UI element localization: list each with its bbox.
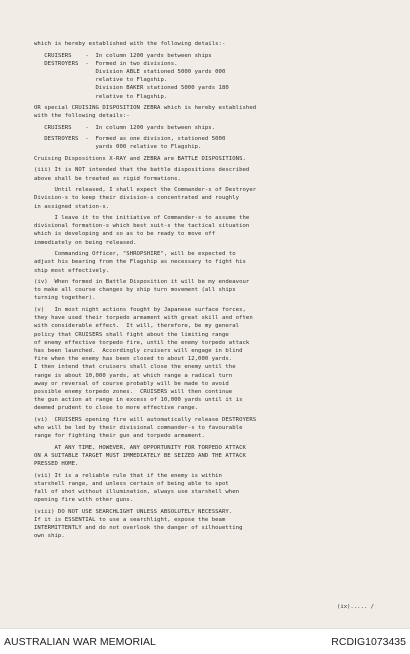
text-line: which is hereby established with the following details:- bbox=[34, 41, 226, 47]
text-line: CRUISERS - In column 1200 yards between ships bbox=[34, 52, 212, 59]
text-line: of enemy effective torpedo fire, until the enemy torpedo attack bbox=[34, 339, 250, 346]
text-line: ON A SUITABLE TARGET MUST IMMEDIATELY BE SEIZED AND THE ATTACK bbox=[34, 453, 246, 459]
text-line: Division BAKER stationed 5000 yards 180 bbox=[34, 85, 229, 92]
text-line: adjust his bearing from the Flagship as necessary to fight his bbox=[34, 259, 246, 266]
text-line: If it is ESSENTIAL to use a searchlight, expose the beam bbox=[34, 517, 226, 524]
text-line: CRUISERS - In column 1200 yards between ships. bbox=[34, 124, 216, 131]
text-line: INTERMITTENTLY and do not overlook the danger of silhouetting bbox=[34, 525, 243, 532]
text-line: fall of shot without illumination, always use starshell when bbox=[34, 489, 240, 496]
text-line: range for fighting their gun and torpedo armament. bbox=[34, 433, 205, 440]
text-line: turning together). bbox=[34, 295, 96, 302]
text-line: (v) In most night actions fought by Japanese surface forces, bbox=[34, 306, 246, 313]
text-line: own ship. bbox=[34, 533, 65, 540]
text-line: to make all course changes by ship turn movement (all ships bbox=[34, 287, 236, 294]
record-id: RCDIG1073435 bbox=[331, 636, 406, 648]
text-line: possible enemy torpedo zones. CRUISERS will then continue bbox=[34, 388, 233, 395]
text-line: divisional formation-s which best suit-s the tactical situation bbox=[34, 223, 250, 230]
text-line: deemed prudent to close to more effective range. bbox=[34, 405, 199, 412]
text-line: I leave it to the initiative of Commander-s to assume the bbox=[34, 215, 250, 222]
text-line: OR special CRUISING DISPOSITION ZEBRA which is hereby established bbox=[34, 105, 257, 112]
text-line: I then intend that cruisers shall close the enemy until the bbox=[34, 364, 236, 371]
text-line: (viii) DO NOT USE SEARCHLIGHT UNLESS ABSOLUTELY NECESSARY. bbox=[34, 508, 233, 515]
text-line: Commanding Officer, "SHROPSHIRE", will be expected to bbox=[34, 251, 236, 258]
text-line: fire when the enemy has been closed to about 12,000 yards. bbox=[34, 356, 233, 363]
text-line: PRESSED HOME. bbox=[34, 461, 79, 468]
text-line: they have used their torpedo armament with great skill and often bbox=[34, 315, 253, 322]
text-line: away or reversal of course probably will be made to avoid bbox=[34, 380, 229, 387]
text-line: range is about 10,000 yards, at which range a radical turn bbox=[34, 372, 233, 379]
text-line: (vi) CRUISERS opening fire will automatically release DESTROYERS bbox=[34, 416, 257, 423]
footer-bar bbox=[0, 628, 410, 654]
text-line: AT ANY TIME, HOWEVER, ANY OPPORTUNITY FOR TORPEDO ATTACK bbox=[34, 444, 246, 451]
archive-name: AUSTRALIAN WAR MEMORIAL bbox=[4, 636, 156, 648]
text-line: which is developing and so as to be ready to move off bbox=[34, 231, 216, 238]
text-line: policy that CRUISERS shall fight about the limiting range bbox=[34, 331, 229, 338]
document-body bbox=[34, 40, 384, 541]
text-line: (iii) It is NOT intended that the battle dispositions described bbox=[34, 167, 250, 174]
continuation-reference: (ix)..... / bbox=[336, 604, 374, 610]
text-line: in assigned station-s. bbox=[34, 203, 110, 210]
text-line: immediately on being released. bbox=[34, 239, 137, 246]
text-line: with considerable effect. It will, therefore, be my general bbox=[34, 323, 240, 330]
text-line: (vii) It is a reliable rule that if the enemy is within bbox=[34, 472, 222, 479]
text-line: DESTROYERS - Formed in two divisions. bbox=[34, 60, 178, 67]
text-line: relative to Flagship. bbox=[34, 93, 168, 100]
text-line: (iv) When formed in Battle Disposition it will be my endeavour bbox=[34, 279, 250, 286]
text-line: who will be led by their divisional commander-s to favourable bbox=[34, 425, 243, 432]
text-line: the gun action at range in excess of 10,000 yards until it is bbox=[34, 397, 243, 404]
text-line: DESTROYERS - Formed as one division, stationed 5000 bbox=[34, 136, 226, 143]
text-line: above shall be treated as rigid formations. bbox=[34, 175, 181, 182]
text-line: with the following details:- bbox=[34, 113, 130, 120]
text-line: starshell range, and unless certain of being able to spot bbox=[34, 480, 229, 487]
text-line: Cruising Dispositions X-RAY and ZEBRA are BATTLE DISPOSITIONS. bbox=[34, 155, 246, 162]
text-line: Division-s to keep their division-s concentrated and roughly bbox=[34, 195, 240, 202]
text-line: relative to Flagship. bbox=[34, 77, 168, 84]
text-line: ship most effectively. bbox=[34, 267, 110, 274]
text-line: opening fire with other guns. bbox=[34, 497, 134, 504]
text-line: has been launched. Accordingly cruisers will engage in blind bbox=[34, 347, 243, 354]
text-line: Until released, I shall expect the Commander-s of Destroyer bbox=[34, 187, 257, 194]
text-line: yards 000 relative to Flagship. bbox=[34, 144, 202, 151]
text-line: Division ABLE stationed 5000 yards 000 bbox=[34, 68, 226, 75]
